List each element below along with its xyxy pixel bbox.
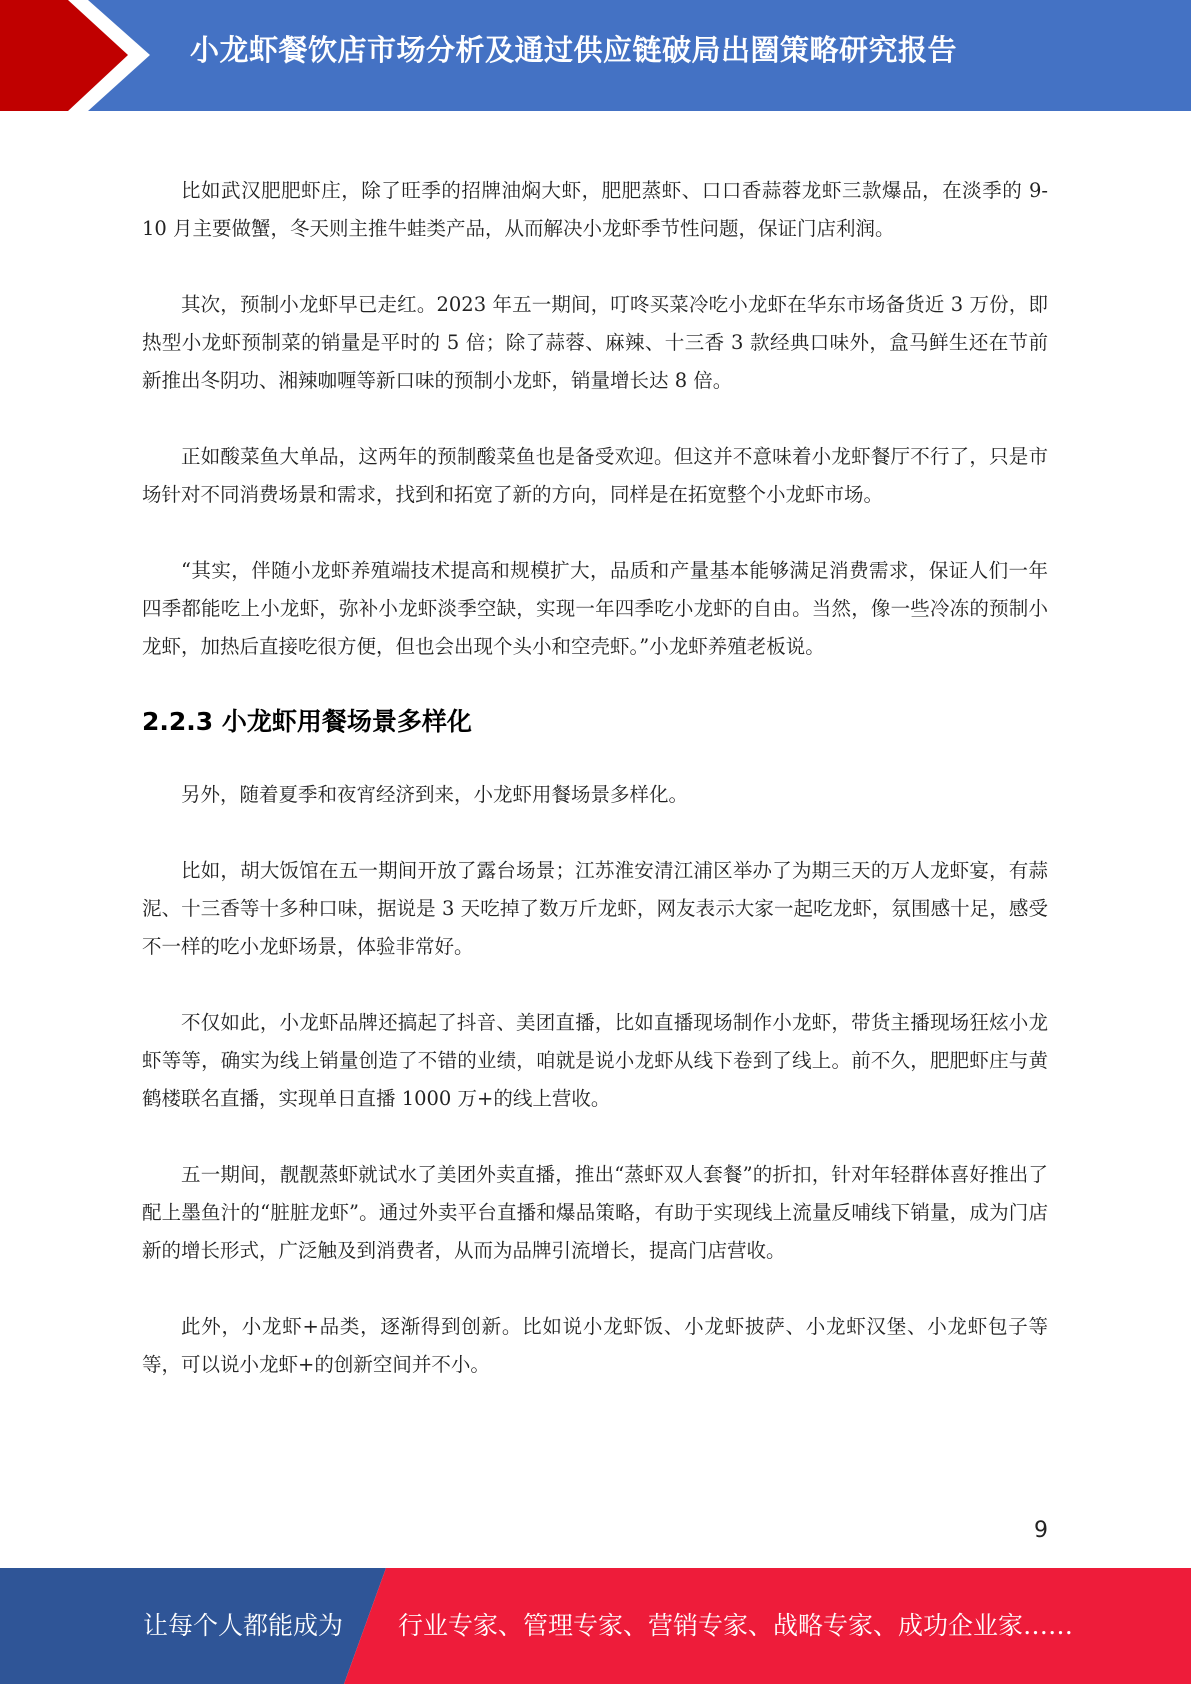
header-arrow-decoration	[0, 0, 160, 111]
page-header	[0, 0, 1191, 111]
footer-slogan-left: 让每个人都能成为	[143, 1611, 344, 1640]
page-footer	[0, 1568, 1191, 1684]
paragraph: 此外，小龙虾+品类，逐渐得到创新。比如说小龙虾饭、小龙虾披萨、小龙虾汉堡、小龙虾包子等等，可以说小龙虾+的创新空间并不小。	[142, 1315, 1048, 1376]
paragraph: 其次，预制小龙虾早已走红。2023 年五一期间，叮咚买菜冷吃小龙虾在华东市场备货近 3 万份，即热型小龙虾预制菜的销量是平时的 5 倍；除了蒜蓉、麻辣、十三香 3 款经典口味外，盒马鲜生还在节前新推出冬阴功、湘辣咖喱等新口味的预制小龙虾，销量增长达 8 倍。	[142, 293, 1048, 392]
page-body	[142, 172, 1048, 1422]
paragraph: 五一期间，靓靓蒸虾就试水了美团外卖直播，推出“蒸虾双人套餐”的折扣，针对年轻群体喜好推出了配上墨鱼汁的“脏脏龙虾”。通过外卖平台直播和爆品策略，有助于实现线上流量反哺线下销量，成为门店新的增长形式，广泛触及到消费者，从而为品牌引流增长，提高门店营收。	[142, 1163, 1048, 1262]
paragraph: 不仅如此，小龙虾品牌还搞起了抖音、美团直播，比如直播现场制作小龙虾，带货主播现场狂炫小龙虾等等，确实为线上销量创造了不错的业绩，咱就是说小龙虾从线下卷到了线上。前不久，肥肥虾庄与黄鹤楼联名直播，实现单日直播 1000 万+的线上营收。	[142, 1011, 1048, 1110]
report-title: 小龙虾餐饮店市场分析及通过供应链破局出圈策略研究报告	[190, 33, 958, 67]
paragraph: “其实，伴随小龙虾养殖端技术提高和规模扩大，品质和产量基本能够满足消费需求，保证人们一年四季都能吃上小龙虾，弥补小龙虾淡季空缺，实现一年四季吃小龙虾的自由。当然，像一些冷冻的预制小龙虾，加热后直接吃很方便，但也会出现个头小和空壳虾。”小龙虾养殖老板说。	[142, 559, 1048, 658]
paragraph: 另外，随着夏季和夜宵经济到来，小龙虾用餐场景多样化。	[181, 783, 689, 806]
paragraph: 正如酸菜鱼大单品，这两年的预制酸菜鱼也是备受欢迎。但这并不意味着小龙虾餐厅不行了，只是市场针对不同消费场景和需求，找到和拓宽了新的方向，同样是在拓宽整个小龙虾市场。	[142, 445, 1048, 506]
section-heading: 2.2.3 小龙虾用餐场景多样化	[142, 707, 472, 736]
page-number: 9	[1034, 1518, 1048, 1543]
paragraph: 比如武汉肥肥虾庄，除了旺季的招牌油焖大虾，肥肥蒸虾、口口香蒜蓉龙虾三款爆品，在淡季的 9-10 月主要做蟹，冬天则主推牛蛙类产品，从而解决小龙虾季节性问题，保证门店利润。	[142, 179, 1048, 240]
footer-slogan-right: 行业专家、管理专家、营销专家、战略专家、成功企业家……	[398, 1611, 1074, 1640]
paragraph: 比如，胡大饭馆在五一期间开放了露台场景；江苏淮安清江浦区举办了为期三天的万人龙虾宴，有蒜泥、十三香等十多种口味，据说是 3 天吃掉了数万斤龙虾，网友表示大家一起吃龙虾，氛围感十足，感受不一样的吃小龙虾场景，体验非常好。	[142, 859, 1048, 958]
